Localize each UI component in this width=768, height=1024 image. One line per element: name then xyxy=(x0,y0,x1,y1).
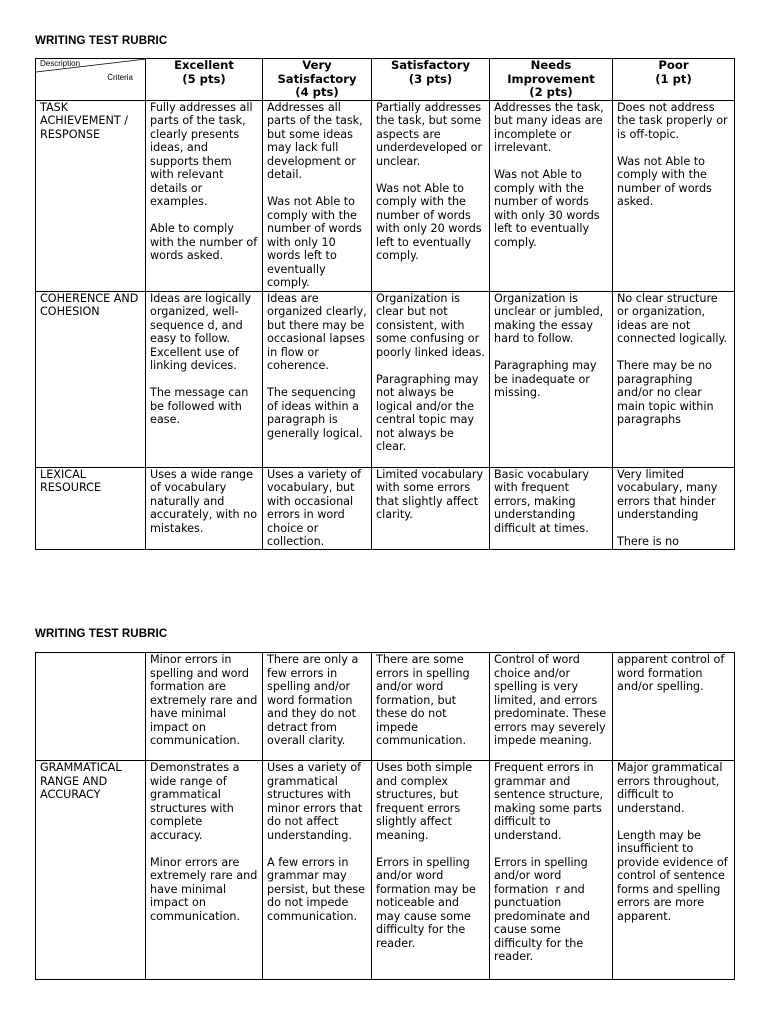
row-lexical-resource-continued xyxy=(36,653,735,761)
cell-text: There are some errors in spelling and/or word formation, but these do not impede communication. xyxy=(376,653,474,747)
cell-text: Basic vocabulary with frequent errors, making understanding difficult at times. xyxy=(494,467,593,535)
rubric-cell xyxy=(263,100,372,291)
cell-text: Very limited vocabulary, many errors that hinder understanding xyxy=(617,467,721,521)
criterion-label: TASK ACHIEVEMENT / RESPONSE xyxy=(40,100,132,141)
cell-text: Demonstrates a wide range of grammatical structures with complete accuracy. xyxy=(150,761,244,842)
rubric-cell xyxy=(490,291,613,467)
cell-text: Partially addresses the task, but some aspects are underdeveloped or unclear. xyxy=(376,100,486,168)
rubric-cell xyxy=(490,100,613,291)
cell-text: Errors in spelling and/or word formation may be noticeable and may cause some difficulty for the reader. xyxy=(376,855,480,950)
rubric-table xyxy=(35,58,735,550)
rubric-cell xyxy=(613,291,735,467)
header-points: (5 pts) xyxy=(182,71,226,86)
criterion-cell xyxy=(36,100,146,291)
cell-text: Uses a variety of grammatical structures with minor errors that do not affect understanding. xyxy=(267,761,366,842)
cell-text: Organization is clear but not consistent, with some confusing or poorly linked ideas. xyxy=(376,291,485,359)
rubric-cell xyxy=(613,100,735,291)
cell-text: Frequent errors in grammar and sentence structure, making some parts difficult to understand. xyxy=(494,761,607,842)
cell-text: Organization is unclear or jumbled, making the essay hard to follow. xyxy=(494,291,607,345)
cell-text: There is no xyxy=(617,535,680,548)
rubric-cell xyxy=(490,761,613,980)
cell-text: Was not Able to comply with the number of words asked. xyxy=(617,154,716,208)
description-label: Description xyxy=(40,59,81,68)
rubric-title: WRITING TEST RUBRIC xyxy=(35,628,168,640)
header-points: (4 pts) xyxy=(295,85,339,99)
criterion-label: GRAMMATICAL RANGE AND ACCURACY xyxy=(40,761,126,801)
rubric-table-continued xyxy=(35,652,735,980)
rubric-cell xyxy=(613,467,735,549)
criteria-label: Criteria xyxy=(107,73,133,82)
cell-text: Major grammatical errors throughout, difficult to understand. xyxy=(617,761,726,815)
header-points: (1 pt) xyxy=(655,71,692,86)
cell-text: Paragraphing may be inadequate or missing. xyxy=(494,359,601,399)
cell-text: Ideas are logically organized, well-sequence d, and easy to follow. Excellent use of linking devices. xyxy=(150,291,255,372)
cell-text: Ideas are organized clearly, but there may be occasional lapses in flow or coherence. xyxy=(267,291,371,372)
header-excellent xyxy=(146,59,263,101)
criterion-cell xyxy=(36,291,146,467)
header-points: (2 pts) xyxy=(529,85,573,99)
cell-text: Control of word choice and/or spelling is very limited, and errors predominate. These errors may severely impede meaning. xyxy=(494,653,610,747)
rubric-cell xyxy=(263,467,372,549)
corner-cell xyxy=(36,59,146,101)
cell-text: Minor errors are extremely rare and have minimal impact on communication. xyxy=(150,855,261,923)
rubric-cell xyxy=(146,653,263,761)
cell-text: Limited vocabulary with some errors that slightly affect clarity. xyxy=(376,467,487,521)
rubric-cell xyxy=(490,467,613,549)
header-row xyxy=(36,59,735,101)
rubric-cell xyxy=(372,467,490,549)
header-label: Very Satisfactory xyxy=(277,58,357,86)
cell-text: Addresses the task, but many ideas are incomplete or irrelevant. xyxy=(494,100,608,154)
cell-text: Does not address the task properly or is off-topic. xyxy=(617,100,732,141)
criterion-cell xyxy=(36,653,146,761)
cell-text: Errors in spelling and/or word formation r and punctuation predominate and cause some difficulty for the reader. xyxy=(494,855,594,963)
rubric-cell xyxy=(372,761,490,980)
header-very-satisfactory xyxy=(263,59,372,101)
cell-text: Able to comply with the number of words asked. xyxy=(150,222,261,262)
cell-text: Addresses all parts of the task, but some ideas may lack full development or detail. xyxy=(267,100,367,181)
rubric-cell xyxy=(613,761,735,980)
header-label: Poor xyxy=(658,58,689,72)
criterion-label: LEXICAL RESOURCE xyxy=(40,467,102,494)
rubric-cell xyxy=(263,653,372,761)
rubric-cell xyxy=(372,100,490,291)
cell-text: Fully addresses all parts of the task, clearly presents ideas, and supports them with relevant details or examples. xyxy=(150,100,257,208)
cell-text: Uses a wide range of vocabulary naturally and accurately, with no mistakes. xyxy=(150,467,261,535)
cell-text: Was not Able to comply with the number of words with only 10 words left to eventually comply. xyxy=(267,195,366,289)
row-coherence xyxy=(36,291,735,467)
cell-text: Paragraphing may not always be logical and/or the central topic may not always be clear. xyxy=(376,372,483,453)
cell-text: A few errors in grammar may persist, but these do not impede communication. xyxy=(267,855,369,923)
cell-text: Uses both simple and complex structures, but frequent errors slightly affect meaning. xyxy=(376,761,476,842)
cell-text: Was not Able to comply with the number of words with only 30 words left to eventually comply. xyxy=(494,168,604,249)
cell-text: The sequencing of ideas within a paragraph is generally logical. xyxy=(267,386,363,440)
cell-text: There are only a few errors in spelling and/or word formation and they do not detract from overall clarity. xyxy=(267,653,362,747)
rubric-cell xyxy=(263,761,372,980)
cell-text: The message can be followed with ease. xyxy=(150,386,252,426)
header-label: Satisfactory xyxy=(390,58,471,72)
header-label: Excellent xyxy=(174,58,234,72)
cell-text: apparent control of word formation and/or spelling. xyxy=(617,653,728,693)
row-lexical-resource xyxy=(36,467,735,549)
criterion-label: COHERENCE AND COHESION xyxy=(40,291,142,318)
rubric-cell xyxy=(372,291,490,467)
header-needs-improvement xyxy=(490,59,613,101)
criterion-cell xyxy=(36,467,146,549)
rubric-cell xyxy=(490,653,613,761)
cell-text: There may be no paragraphing and/or no clear main topic within paragraphs xyxy=(617,359,718,426)
rubric-cell xyxy=(613,653,735,761)
rubric-cell xyxy=(263,291,372,467)
cell-text: No clear structure or organization, ideas are not connected logically. xyxy=(617,291,728,345)
rubric-cell xyxy=(146,100,263,291)
rubric-title: WRITING TEST RUBRIC xyxy=(35,35,168,47)
rubric-cell xyxy=(146,467,263,549)
header-points: (3 pts) xyxy=(408,71,453,86)
cell-text: Minor errors in spelling and word formation are extremely rare and have minimal impact on communication. xyxy=(150,653,261,747)
criterion-cell xyxy=(36,761,146,980)
row-task-achievement xyxy=(36,100,735,291)
header-poor xyxy=(613,59,735,101)
header-label: Needs Improvement xyxy=(507,58,595,86)
rubric-cell xyxy=(146,291,263,467)
row-grammatical-range xyxy=(36,761,735,980)
cell-text: Was not Able to comply with the number of words with only 20 words left to eventually comply. xyxy=(376,181,486,262)
rubric-cell xyxy=(372,653,490,761)
cell-text: Length may be insufficient to provide evidence of control of sentence forms and spelling errors are more apparent. xyxy=(617,828,732,923)
cell-text: Uses a variety of vocabulary, but with occasional errors in word choice or collection. xyxy=(267,467,365,548)
header-satisfactory xyxy=(372,59,490,101)
rubric-cell xyxy=(146,761,263,980)
